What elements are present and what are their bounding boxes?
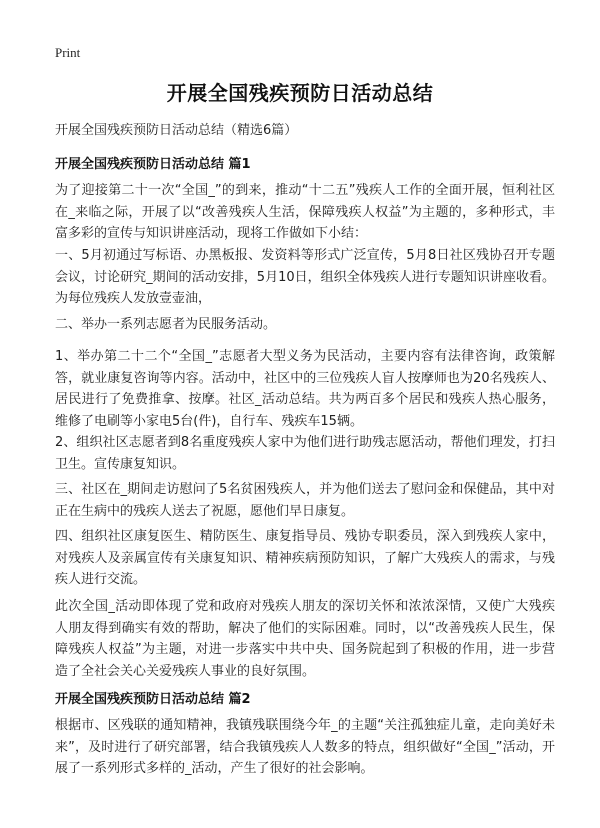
paragraph: 三、社区在_期间走访慰问了5名贫困残疾人，并为他们送去了慰问金和保健品，其中对正在生病中的残疾人送去了祝愿，愿他们早日康复。 [55, 482, 555, 519]
page-title: 开展全国残疾预防日活动总结 [166, 81, 434, 105]
paragraph: 此次全国_活动即体现了党和政府对残疾人朋友的深切关怀和浓浓深情，又使广大残疾人朋友得到确实有效的帮助，解决了他们的实际困难。同时，以“改善残疾人民生，保障残疾人权益”为主题，对进一步落实中共中央、国务院起到了积极的作用，进一步营造了全社会关心关爱残疾人事业的良好氛围。 [55, 599, 555, 679]
paragraph: 四、组织社区康复医生、精防医生、康复指导员、残协专职委员，深入到残疾人家中，对残疾人及亲属宣传有关康复知识、精神疾病预防知识，了解广大残疾人的需求，与残疾人进行交流。 [55, 529, 555, 587]
section-heading-2: 开展全国残疾预防日活动总结 篇2 [55, 692, 251, 707]
paragraph: 2、组织社区志愿者到8名重度残疾人家中为他们进行助残志愿活动，帮他们理发，打扫卫生。宣传康复知识。 [55, 435, 555, 472]
paragraph: 根据市、区残联的通知精神，我镇残联围绕今年_的主题“关注孤独症儿童，走向美好未来”，及时进行了研究部署，结合我镇残疾人人数多的特点，组织做好“全国_”活动，开展了一系列形式多样的_活动，产生了很好的社会影响。 [55, 718, 555, 776]
paragraph: 一、5月初通过写标语、办黑板报、发资料等形式广泛宣传，5月8日社区残协召开专题会议，讨论研究_期间的活动安排，5月10日，组织全体残疾人进行专题知识讲座收看。为每位残疾人发放壹壶油， [55, 248, 555, 306]
document-subtitle: 开展全国残疾预防日活动总结（精选6篇） [55, 123, 298, 138]
section-heading-1: 开展全国残疾预防日活动总结 篇1 [55, 157, 251, 172]
print-link[interactable]: Print [55, 45, 81, 60]
paragraph: 二、举办一系列志愿者为民服务活动。 [55, 317, 277, 332]
paragraph: 为了迎接第二十一次“全国_”的到来，推动“十二五”残疾人工作的全面开展，恒利社区在_来临之际，开展了以“改善残疾人生活，保障残疾人权益”为主题的，多种形式，丰富多彩的宣传与知识讲座活动，现将工作做如下小结： [55, 183, 555, 241]
paragraph: 1、举办第二十二个“全国_”志愿者大型义务为民活动，主要内容有法律咨询，政策解答，就业康复咨询等内容。活动中，社区中的三位残疾人盲人按摩师也为20名残疾人、居民进行了免费推拿、按摩。社区_活动总结。共为两百多个居民和残疾人热心服务，维修了电刷等小家电5台(件)，自行车、残疾车15辆。 [55, 349, 555, 429]
